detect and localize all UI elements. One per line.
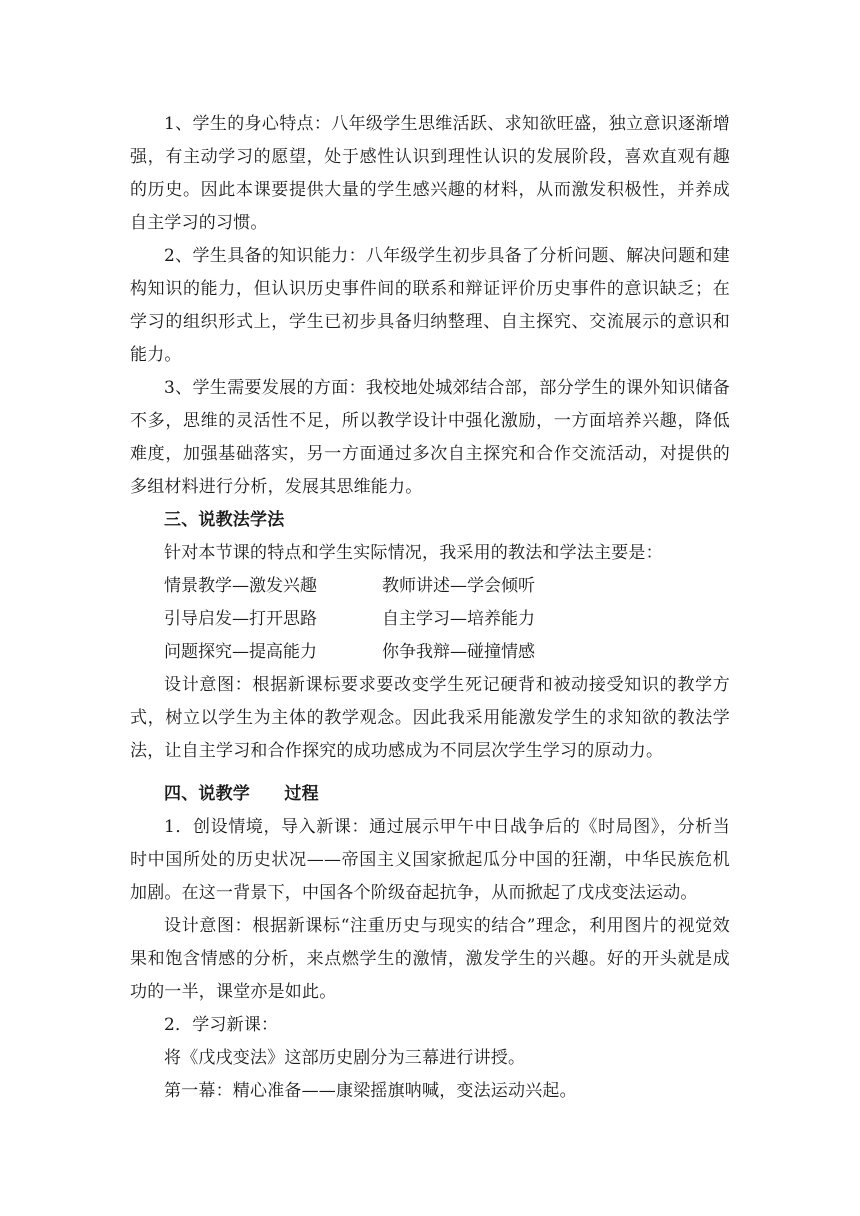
paragraph-student-development: 3、学生需要发展的方面：我校地处城郊结合部，部分学生的课外知识储备不多，思维的灵活性不足，所以教学设计中强化激励，一方面培养兴趣，降低难度，加强基础落实，另一方面通过多次自主探究和合作交流活动，对提供的多组材料进行分析，发展其思维能力。 bbox=[130, 378, 730, 497]
method-pair-row bbox=[130, 603, 730, 636]
method-left: 情景教学—激发兴趣 bbox=[164, 576, 317, 596]
paragraph-step1-design: 设计意图：根据新课标“注重历史与现实的结合”理念，利用图片的视觉效果和饱含情感的分析，来点燃学生的激情，激发学生的兴趣。好的开头就是成功的一半，课堂亦是如此。 bbox=[130, 916, 730, 1002]
paragraph-step2: 2．学习新课： bbox=[164, 1015, 279, 1035]
paragraph-step2-intro: 将《戊戌变法》这部历史剧分为三幕进行讲授。 bbox=[164, 1048, 526, 1068]
method-pair-row bbox=[130, 570, 730, 603]
section-heading-process: 四、说教学 过程 bbox=[164, 784, 319, 804]
paragraph-student-abilities: 2、学生具备的知识能力：八年级学生初步具备了分析问题、解决问题和建构知识的能力，但认识历史事件间的联系和辩证评价历史事件的意识缺乏；在学习的组织形式上，学生已初步具备归纳整理、自主探究、交流展示的意识和能力。 bbox=[130, 246, 730, 365]
method-right: 自主学习—培养能力 bbox=[382, 609, 535, 629]
method-right: 教师讲述—学会倾听 bbox=[382, 576, 535, 596]
paragraph-methods-intro: 针对本节课的特点和学生实际情况，我采用的教法和学法主要是： bbox=[164, 543, 663, 563]
paragraph-step1: 1．创设情境，导入新课：通过展示甲午中日战争后的《时局图》，分析当时中国所处的历史状况——帝国主义国家掀起瓜分中国的狂潮，中华民族危机加剧。在这一背景下，中国各个阶级奋起抗争，从而掀起了戊戌变法运动。 bbox=[130, 817, 730, 903]
method-left: 问题探究—提高能力 bbox=[164, 642, 317, 662]
method-pair-row bbox=[130, 636, 730, 669]
section-heading-methods: 三、说教法学法 bbox=[164, 510, 285, 530]
paragraph-act1: 第一幕：精心准备——康梁摇旗呐喊，变法运动兴起。 bbox=[164, 1081, 577, 1101]
document-body bbox=[130, 108, 730, 1108]
method-right: 你争我辩—碰撞情感 bbox=[382, 642, 535, 662]
paragraph-student-traits: 1、学生的身心特点：八年级学生思维活跃、求知欲旺盛，独立意识逐渐增强，有主动学习的愿望，处于感性认识到理性认识的发展阶段，喜欢直观有趣的历史。因此本课要提供大量的学生感兴趣的材料，从而激发积极性，并养成自主学习的习惯。 bbox=[130, 114, 730, 233]
paragraph-methods-design: 设计意图：根据新课标要求要改变学生死记硬背和被动接受知识的教学方式，树立以学生为主体的教学观念。因此我采用能激发学生的求知欲的教法学法，让自主学习和合作探究的成功感成为不同层次学生学习的原动力。 bbox=[130, 675, 730, 761]
method-left: 引导启发—打开思路 bbox=[164, 609, 317, 629]
